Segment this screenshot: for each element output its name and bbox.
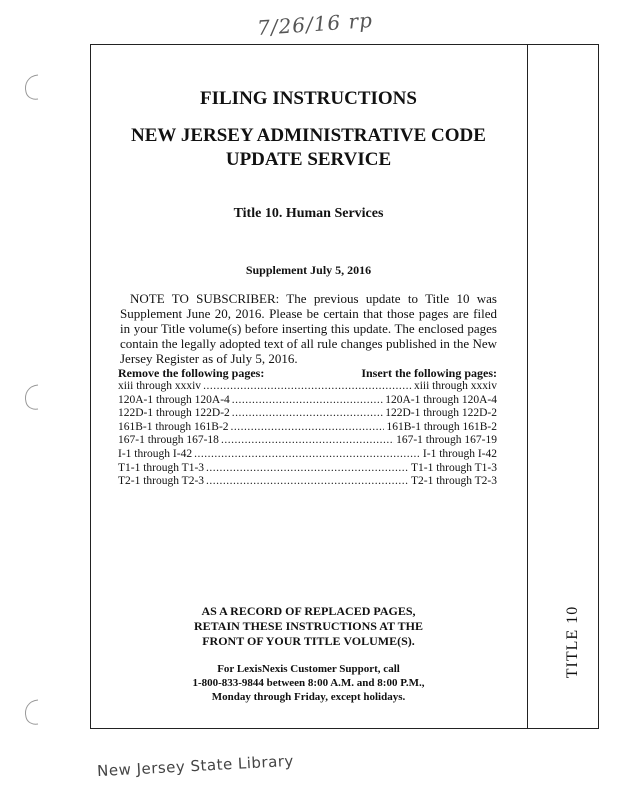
- record-notice: [92, 604, 525, 649]
- support-line-3: Monday through Friday, except holidays.: [211, 691, 406, 703]
- leader-dots: [232, 394, 383, 408]
- side-tab-divider: [527, 44, 528, 729]
- table-row: [118, 462, 497, 476]
- insert-range: T1-1 through T1-3: [410, 461, 497, 474]
- punch-hole-mark-top: [20, 72, 46, 102]
- remove-range: 167-1 through 167-18: [118, 434, 219, 447]
- code-title: [92, 124, 525, 172]
- insert-range: 122D-1 through 122D-2: [385, 407, 497, 420]
- note-to-subscriber: NOTE TO SUBSCRIBER: The previous update to Title 10 was Supplement June 20, 2016. Please be certain that those pages are filed in your Title volume(s) before inserting this update. The enclosed pages contain the legally adopted text of all rule changes published in the New Jersey Register as of July 5, 2016.: [120, 291, 497, 366]
- table-row: [118, 421, 497, 435]
- remove-pages-header: Remove the following pages:: [118, 366, 265, 380]
- leader-dots: [232, 407, 383, 421]
- punch-hole-mark-middle: [20, 382, 46, 412]
- library-stamp: New Jersey State Library: [96, 751, 295, 781]
- leader-dots: [206, 475, 409, 489]
- remove-range: 122D-1 through 122D-2: [118, 407, 230, 420]
- supplement-date: Supplement July 5, 2016: [245, 263, 372, 277]
- table-row: [118, 394, 497, 408]
- leader-dots: [231, 421, 385, 435]
- leader-dots: [206, 462, 409, 476]
- remove-range: 120A-1 through 120A-4: [118, 393, 230, 406]
- insert-range: 161B-1 through 161B-2: [386, 420, 497, 433]
- table-row: [118, 475, 497, 489]
- remove-range: 161B-1 through 161B-2: [118, 420, 229, 433]
- remove-range: T1-1 through T1-3: [118, 461, 205, 474]
- table-row: [118, 407, 497, 421]
- remove-range: T2-1 through T2-3: [118, 475, 205, 488]
- leader-dots: [221, 434, 394, 448]
- insert-range: 167-1 through 167-19: [396, 434, 497, 447]
- remove-range: I-1 through I-42: [118, 447, 193, 460]
- support-line-1: For LexisNexis Customer Support, call: [217, 663, 400, 675]
- title-tab-label: TITLE 10: [564, 605, 581, 679]
- code-title-line-2: UPDATE SERVICE: [225, 149, 392, 170]
- support-line-2: 1-800-833-9844 between 8:00 A.M. and 8:00 P.M.,: [192, 677, 425, 689]
- title-subject: Title 10. Human Services: [233, 206, 384, 221]
- pages-table: [118, 380, 497, 489]
- insert-range: 120A-1 through 120A-4: [385, 393, 497, 406]
- pages-table-header: [118, 366, 497, 381]
- table-row: [118, 448, 497, 462]
- insert-pages-header: Insert the following pages:: [361, 366, 497, 380]
- handwritten-date-note: 7/26/16 rp: [256, 7, 374, 41]
- remove-range: xiii through xxxiv: [118, 380, 202, 392]
- leader-dots: [203, 380, 412, 394]
- table-row: [118, 434, 497, 448]
- insert-range: I-1 through I-42: [422, 447, 497, 460]
- insert-range: xiii through xxxiv: [413, 380, 497, 392]
- insert-range: T2-1 through T2-3: [410, 475, 497, 488]
- record-notice-line-1: AS A RECORD OF REPLACED PAGES,: [201, 604, 416, 618]
- customer-support-info: [92, 662, 525, 704]
- filing-instructions-heading: FILING INSTRUCTIONS: [200, 88, 417, 109]
- record-notice-line-2: RETAIN THESE INSTRUCTIONS AT THE: [194, 619, 423, 633]
- punch-hole-mark-bottom: [20, 697, 46, 727]
- code-title-line-1: NEW JERSEY ADMINISTRATIVE CODE: [131, 125, 486, 146]
- table-row: [118, 380, 497, 394]
- record-notice-line-3: FRONT OF YOUR TITLE VOLUME(S).: [202, 634, 415, 648]
- leader-dots: [194, 448, 421, 462]
